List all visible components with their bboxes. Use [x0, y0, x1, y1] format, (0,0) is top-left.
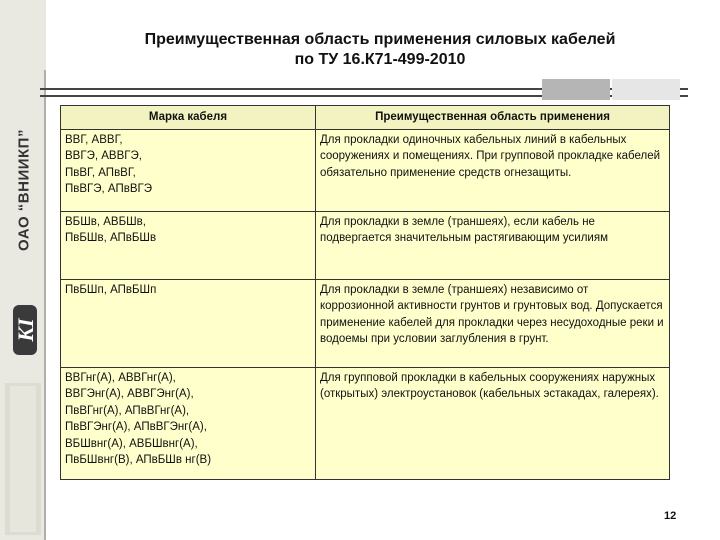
cell-usage: Для прокладки в земле (траншеях), если кабель не подвергается значительным растягивающим усилиям	[316, 211, 670, 279]
svg-text:KI: KI	[13, 318, 38, 342]
title-line-2: по ТУ 16.К71-499-2010	[294, 51, 466, 68]
cell-brand: ВБШв, АВБШв, ПвБШв, АПвБШв	[61, 211, 316, 279]
cell-usage: Для прокладки в земле (траншеях) независимо от коррозионной активности грунтов и грунтовых вод. Допускается применение кабелей для прокладки через несудоходные реки и водоемы при условии заглубления в грунт.	[316, 279, 670, 367]
cell-brand: ВВГ, АВВГ, ВВГЭ, АВВГЭ, ПвВГ, АПвВГ, ПвВГЭ, АПвВГЭ	[61, 129, 316, 211]
cell-brand: ПвБШп, АПвБШп	[61, 279, 316, 367]
header-brand: Марка кабеля	[61, 106, 316, 130]
decor-square-light	[612, 79, 680, 100]
page-title	[70, 30, 690, 70]
table-row	[61, 279, 670, 367]
cell-usage: Для прокладки одиночных кабельных линий в кабельных сооружениях и помещениях. При групповой прокладке кабелей обязательно применение средств огнезащиты.	[316, 129, 670, 211]
vertical-divider	[44, 70, 46, 540]
decor-square-dark	[542, 79, 610, 100]
title-line-1: Преимущественная область применения силовых кабелей	[144, 31, 616, 48]
org-name: ОАО “ВНИИКП”	[15, 129, 33, 251]
table-row	[61, 211, 670, 279]
table-row	[61, 367, 670, 479]
table-header-row	[61, 106, 670, 130]
cell-usage: Для групповой прокладки в кабельных сооружениях наружных (открытых) электроустановок (кабельных эстакадах, галереях).	[316, 367, 670, 479]
table-row	[61, 129, 670, 211]
header-usage: Преимущественная область применения	[316, 106, 670, 130]
cell-brand: ВВГнг(А), АВВГнг(А), ВВГЭнг(А), АВВГЭнг(А), ПвВГнг(А), АПвВГнг(А), ПвВГЭнг(А), АПвВГЭнг(А), ВБШвнг(А), АВБШвнг(А), ПвБШвнг(В), АПвБШв нг(В)	[61, 367, 316, 479]
page-number: 12	[664, 510, 677, 522]
cables-table	[60, 105, 670, 480]
vniikp-logo-icon	[8, 300, 42, 360]
sidebar-panel-inner	[10, 386, 36, 532]
